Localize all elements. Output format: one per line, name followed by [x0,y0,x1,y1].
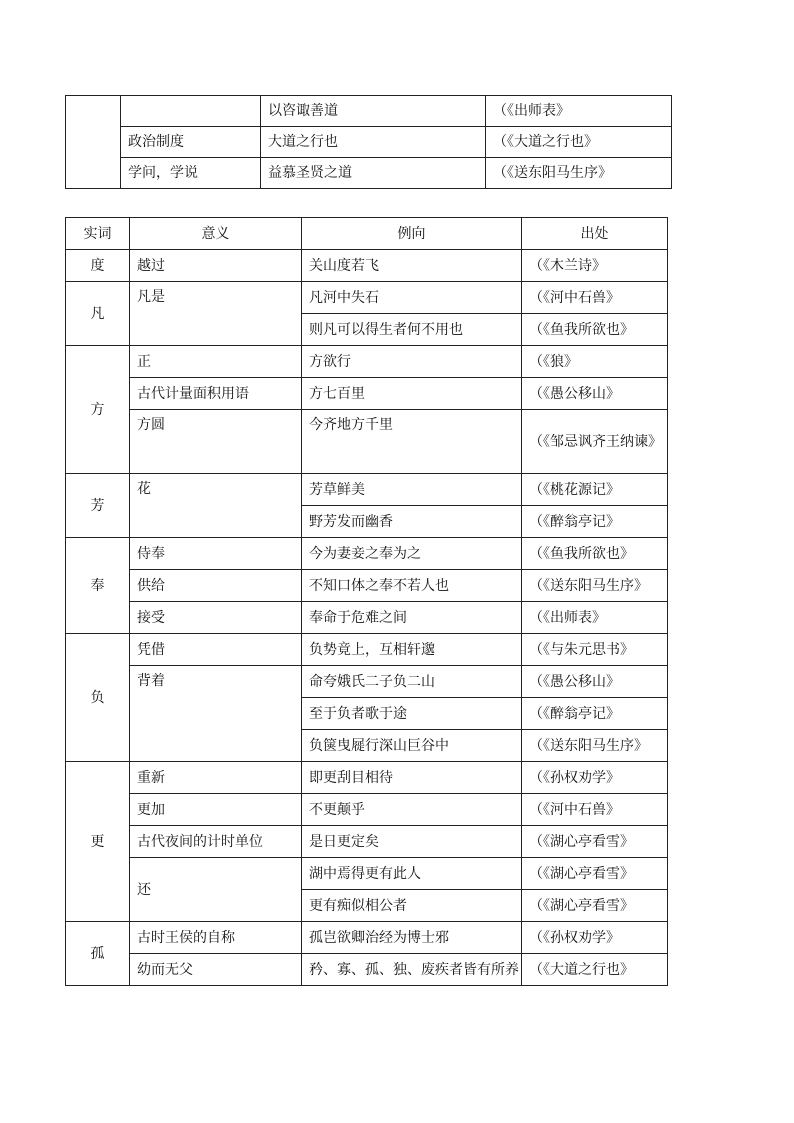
meaning-cell: 花 [130,474,302,538]
table-row [66,570,668,602]
source-cell: （《木兰诗》 [522,250,668,282]
example-cell: 芳草鲜美 [302,474,522,506]
source-cell: （《醉翁亭记》 [522,506,668,538]
table-row [66,410,668,474]
source-cell: （《湖心亭看雪》 [522,826,668,858]
meaning-cell: 凡是 [130,282,302,346]
meaning-cell: 方圆 [130,410,302,474]
continued-table [65,95,672,189]
table-row [66,282,668,314]
header-example: 例向 [302,218,522,250]
meaning-cell [121,96,261,127]
source-cell: （《出师表》 [486,96,672,127]
table-row [66,602,668,634]
source-cell: （《孙权劝学》 [522,922,668,954]
meaning-cell: 古代夜间的计时单位 [130,826,302,858]
example-cell: 更有痴似相公者 [302,890,522,922]
source-cell: （《孙权劝学》 [522,762,668,794]
example-cell: 至于负者歌于途 [302,698,522,730]
table-row [66,826,668,858]
meaning-cell: 供给 [130,570,302,602]
source-cell: （《邹忌讽齐王纳谏》 [522,410,668,474]
meaning-cell: 接受 [130,602,302,634]
header-meaning: 意义 [130,218,302,250]
header-word: 实词 [66,218,130,250]
example-cell: 今齐地方千里 [302,410,522,474]
table-row [66,96,672,127]
source-cell: （《出师表》 [522,602,668,634]
example-cell: 不更颠乎 [302,794,522,826]
word-cell: 方 [66,346,130,474]
word-cell: 度 [66,250,130,282]
word-cell: 奉 [66,538,130,634]
source-cell: （《送东阳马生序》 [486,158,672,189]
table-row [66,158,672,189]
header-source: 出处 [522,218,668,250]
example-cell: 方欲行 [302,346,522,378]
table-row [66,762,668,794]
example-cell: 以咨诹善道 [261,96,486,127]
example-cell: 野芳发而幽香 [302,506,522,538]
example-cell: 是日更定矣 [302,826,522,858]
source-cell: （《鱼我所欲也》 [522,538,668,570]
table-row [66,378,668,410]
table-row [66,858,668,890]
meaning-cell: 凭借 [130,634,302,666]
source-cell: （《大道之行也》 [522,954,668,986]
word-cell: 更 [66,762,130,922]
meaning-cell: 古时王侯的自称 [130,922,302,954]
meaning-cell: 侍奉 [130,538,302,570]
source-cell: （《与朱元思书》 [522,634,668,666]
source-cell: （《湖心亭看雪》 [522,890,668,922]
table-row [66,954,668,986]
source-cell: （《愚公移山》 [522,378,668,410]
meaning-cell: 正 [130,346,302,378]
table-row [66,538,668,570]
meaning-cell: 古代计量面积用语 [130,378,302,410]
table-row [66,346,668,378]
table-row [66,922,668,954]
example-cell: 则凡可以得生者何不用也 [302,314,522,346]
example-cell: 大道之行也 [261,127,486,158]
source-cell: （《河中石兽》 [522,282,668,314]
source-cell: （《狼》 [522,346,668,378]
meaning-cell: 更加 [130,794,302,826]
meaning-cell: 越过 [130,250,302,282]
source-cell: （《湖心亭看雪》 [522,858,668,890]
meaning-cell: 政治制度 [121,127,261,158]
example-cell: 今为妻妾之奉为之 [302,538,522,570]
example-cell: 负箧曳屣行深山巨谷中 [302,730,522,762]
source-cell: （《愚公移山》 [522,666,668,698]
example-cell: 关山度若飞 [302,250,522,282]
meaning-cell: 学问，学说 [121,158,261,189]
source-cell: （《桃花源记》 [522,474,668,506]
source-cell: （《醉翁亭记》 [522,698,668,730]
example-cell: 奉命于危难之间 [302,602,522,634]
example-cell: 湖中焉得更有此人 [302,858,522,890]
word-cell: 凡 [66,282,130,346]
table-row [66,250,668,282]
word-cell: 负 [66,634,130,762]
example-cell: 方七百里 [302,378,522,410]
meaning-cell: 重新 [130,762,302,794]
source-cell: （《送东阳马生序》 [522,730,668,762]
word-cell: 芳 [66,474,130,538]
vocabulary-table [65,217,668,986]
example-cell: 凡河中失石 [302,282,522,314]
meaning-cell: 幼而无父 [130,954,302,986]
meaning-cell: 背着 [130,666,302,762]
table-row [66,634,668,666]
word-cell: 孤 [66,922,130,986]
table-row [66,666,668,698]
meaning-cell: 还 [130,858,302,922]
source-cell: （《送东阳马生序》 [522,570,668,602]
example-cell: 不知口体之奉不若人也 [302,570,522,602]
table-row [66,794,668,826]
example-cell: 益慕圣贤之道 [261,158,486,189]
table-row [66,474,668,506]
word-cell [66,96,121,189]
example-cell: 矜、寡、孤、独、废疾者皆有所养 [302,954,522,986]
header-row [66,218,668,250]
source-cell: （《河中石兽》 [522,794,668,826]
example-cell: 负势竟上，互相轩邈 [302,634,522,666]
source-cell: （《大道之行也》 [486,127,672,158]
example-cell: 孤岂欲卿治经为博士邪 [302,922,522,954]
table-row [66,127,672,158]
example-cell: 即更刮目相待 [302,762,522,794]
source-cell: （《鱼我所欲也》 [522,314,668,346]
example-cell: 命夸娥氏二子负二山 [302,666,522,698]
